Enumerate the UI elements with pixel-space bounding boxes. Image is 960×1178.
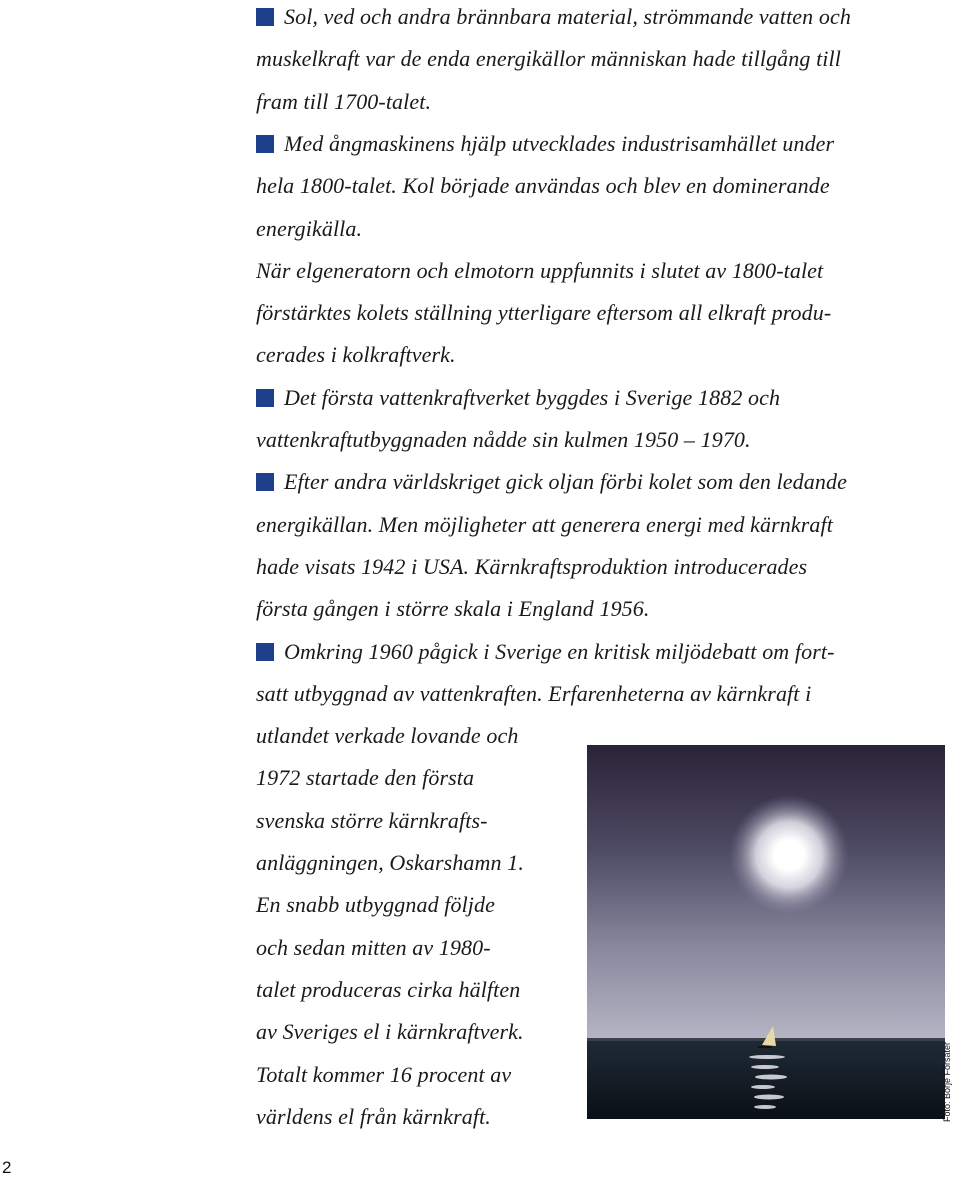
text-line bbox=[256, 639, 835, 665]
photo-credit: Foto: Börje Försäter bbox=[942, 1041, 952, 1122]
text-line-content: och sedan mitten av 1980- bbox=[256, 935, 491, 960]
text-line-content: energikälla. bbox=[256, 216, 363, 241]
text-line-content: Med ångmaskinens hjälp utvecklades industrisamhället under bbox=[284, 131, 835, 156]
text-line bbox=[256, 469, 847, 495]
text-line-content: En snabb utbyggnad följde bbox=[256, 892, 495, 917]
text-line bbox=[256, 216, 362, 242]
text-line-content: Efter andra världskriget gick oljan förbi kolet som den ledande bbox=[284, 469, 847, 494]
bullet-square-icon bbox=[256, 473, 274, 491]
text-line-content: hade visats 1942 i USA. Kärnkraftsproduktion introducerades bbox=[256, 554, 808, 579]
text-line bbox=[256, 131, 834, 157]
text-line-content: av Sveriges el i kärnkraftverk. bbox=[256, 1019, 524, 1044]
text-line-content: världens el från kärnkraft. bbox=[256, 1104, 491, 1129]
text-line bbox=[256, 850, 524, 876]
text-line-content: talet produceras cirka hälften bbox=[256, 977, 521, 1002]
text-line-content: muskelkraft var de enda energikällor människan hade tillgång till bbox=[256, 46, 841, 71]
text-line bbox=[256, 46, 841, 72]
text-line bbox=[256, 681, 811, 707]
text-line-content: fram till 1700-talet. bbox=[256, 89, 432, 114]
sunset-sea-photo bbox=[587, 745, 945, 1119]
text-line-content: vattenkraftutbyggnaden nådde sin kulmen 1950 – 1970. bbox=[256, 427, 751, 452]
text-line-content: anläggningen, Oskarshamn 1. bbox=[256, 850, 524, 875]
text-line-content: utlandet verkade lovande och bbox=[256, 723, 519, 748]
bullet-square-icon bbox=[256, 389, 274, 407]
text-line bbox=[256, 808, 488, 834]
text-line-content: Sol, ved och andra brännbara material, strömmande vatten och bbox=[284, 4, 851, 29]
text-line bbox=[256, 385, 780, 411]
text-line bbox=[256, 1019, 524, 1045]
page-number: 2 bbox=[2, 1158, 12, 1177]
text-line bbox=[256, 342, 456, 368]
text-line-content: Det första vattenkraftverket byggdes i Sverige 1882 och bbox=[284, 385, 781, 410]
text-line bbox=[256, 1062, 511, 1088]
bullet-square-icon bbox=[256, 643, 274, 661]
text-line bbox=[256, 173, 830, 199]
text-line bbox=[256, 4, 851, 30]
text-line bbox=[256, 892, 495, 918]
text-line-content: energikällan. Men möjligheter att generera energi med kärnkraft bbox=[256, 512, 833, 537]
text-line bbox=[256, 554, 807, 580]
text-line bbox=[256, 1104, 491, 1130]
text-line-content: cerades i kolkraftverk. bbox=[256, 342, 456, 367]
text-line-content: Omkring 1960 pågick i Sverige en kritisk miljödebatt om fort- bbox=[284, 639, 835, 664]
text-line bbox=[256, 89, 431, 115]
text-line-content: första gången i större skala i England 1956. bbox=[256, 596, 650, 621]
text-line bbox=[256, 935, 491, 961]
text-line bbox=[256, 427, 751, 453]
bullet-square-icon bbox=[256, 135, 274, 153]
text-line bbox=[256, 258, 823, 284]
bullet-square-icon bbox=[256, 8, 274, 26]
text-line-content: När elgeneratorn och elmotorn uppfunnits i slutet av 1800-talet bbox=[256, 258, 824, 283]
text-line bbox=[256, 765, 474, 791]
text-line bbox=[256, 977, 520, 1003]
text-line-content: 1972 startade den första bbox=[256, 765, 475, 790]
text-line-content: förstärktes kolets ställning ytterligare eftersom all elkraft produ- bbox=[256, 300, 832, 325]
text-line-content: hela 1800-talet. Kol började användas och blev en dominerande bbox=[256, 173, 830, 198]
text-line bbox=[256, 596, 649, 622]
text-line-content: Totalt kommer 16 procent av bbox=[256, 1062, 512, 1087]
text-line-content: svenska större kärnkrafts- bbox=[256, 808, 488, 833]
text-line bbox=[256, 300, 831, 326]
text-line-content: satt utbyggnad av vattenkraften. Erfarenheterna av kärnkraft i bbox=[256, 681, 812, 706]
text-line bbox=[256, 512, 833, 538]
text-line bbox=[256, 723, 518, 749]
